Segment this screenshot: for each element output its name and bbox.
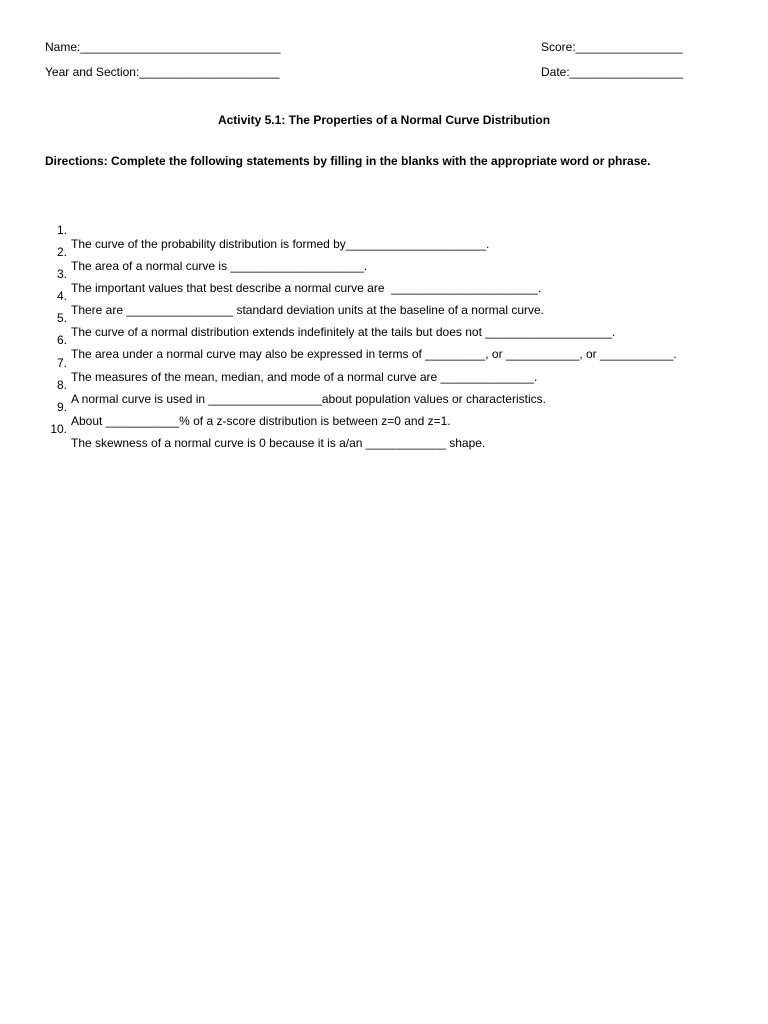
- item-text: The skewness of a normal curve is 0 because it is a/an ____________ shape.: [71, 435, 486, 450]
- year-section-field: Year and Section:_____________________: [45, 65, 280, 79]
- name-field: Name:______________________________: [45, 40, 281, 54]
- item-text: About ___________% of a z-score distribution is between z=0 and z=1.: [71, 413, 451, 428]
- item-text: The area of a normal curve is ____________________.: [71, 259, 368, 274]
- item-number: 6.: [56, 333, 67, 348]
- date-field: Date:_________________: [541, 65, 684, 79]
- item-text: There are ________________ standard deviation units at the baseline of a normal curve.: [71, 303, 544, 318]
- item-number: 8.: [56, 377, 67, 392]
- list-item: [45, 209, 490, 251]
- item-number: 4.: [56, 289, 67, 304]
- activity-title: Activity 5.1: The Properties of a Normal Curve Distribution: [217, 113, 551, 127]
- item-number: 5.: [56, 311, 67, 326]
- item-number: 2.: [56, 245, 67, 260]
- item-number: 10.: [50, 421, 67, 436]
- item-text: The important values that best describe a normal curve are ______________________.: [71, 281, 542, 296]
- item-number: 9.: [56, 399, 67, 414]
- item-text: A normal curve is used in _________________about population values or characteristics.: [71, 391, 546, 406]
- item-text: The curve of the probability distribution is formed by_____________________.: [71, 237, 490, 251]
- score-field: Score:________________: [541, 40, 683, 54]
- directions-text: Directions: Complete the following statements by filling in the blanks with the appropriate word or phrase.: [45, 154, 651, 168]
- item-text: The measures of the mean, median, and mode of a normal curve are ______________.: [71, 369, 538, 384]
- item-number: 7.: [56, 355, 67, 370]
- item-number: 3.: [56, 267, 67, 282]
- item-number: 1.: [56, 223, 67, 237]
- statement-list: [45, 209, 677, 450]
- item-text: The area under a normal curve may also be expressed in terms of _________, or ___________, or ___________.: [71, 347, 677, 362]
- item-text: The curve of a normal distribution extends indefinitely at the tails but does not ___________________.: [71, 325, 616, 340]
